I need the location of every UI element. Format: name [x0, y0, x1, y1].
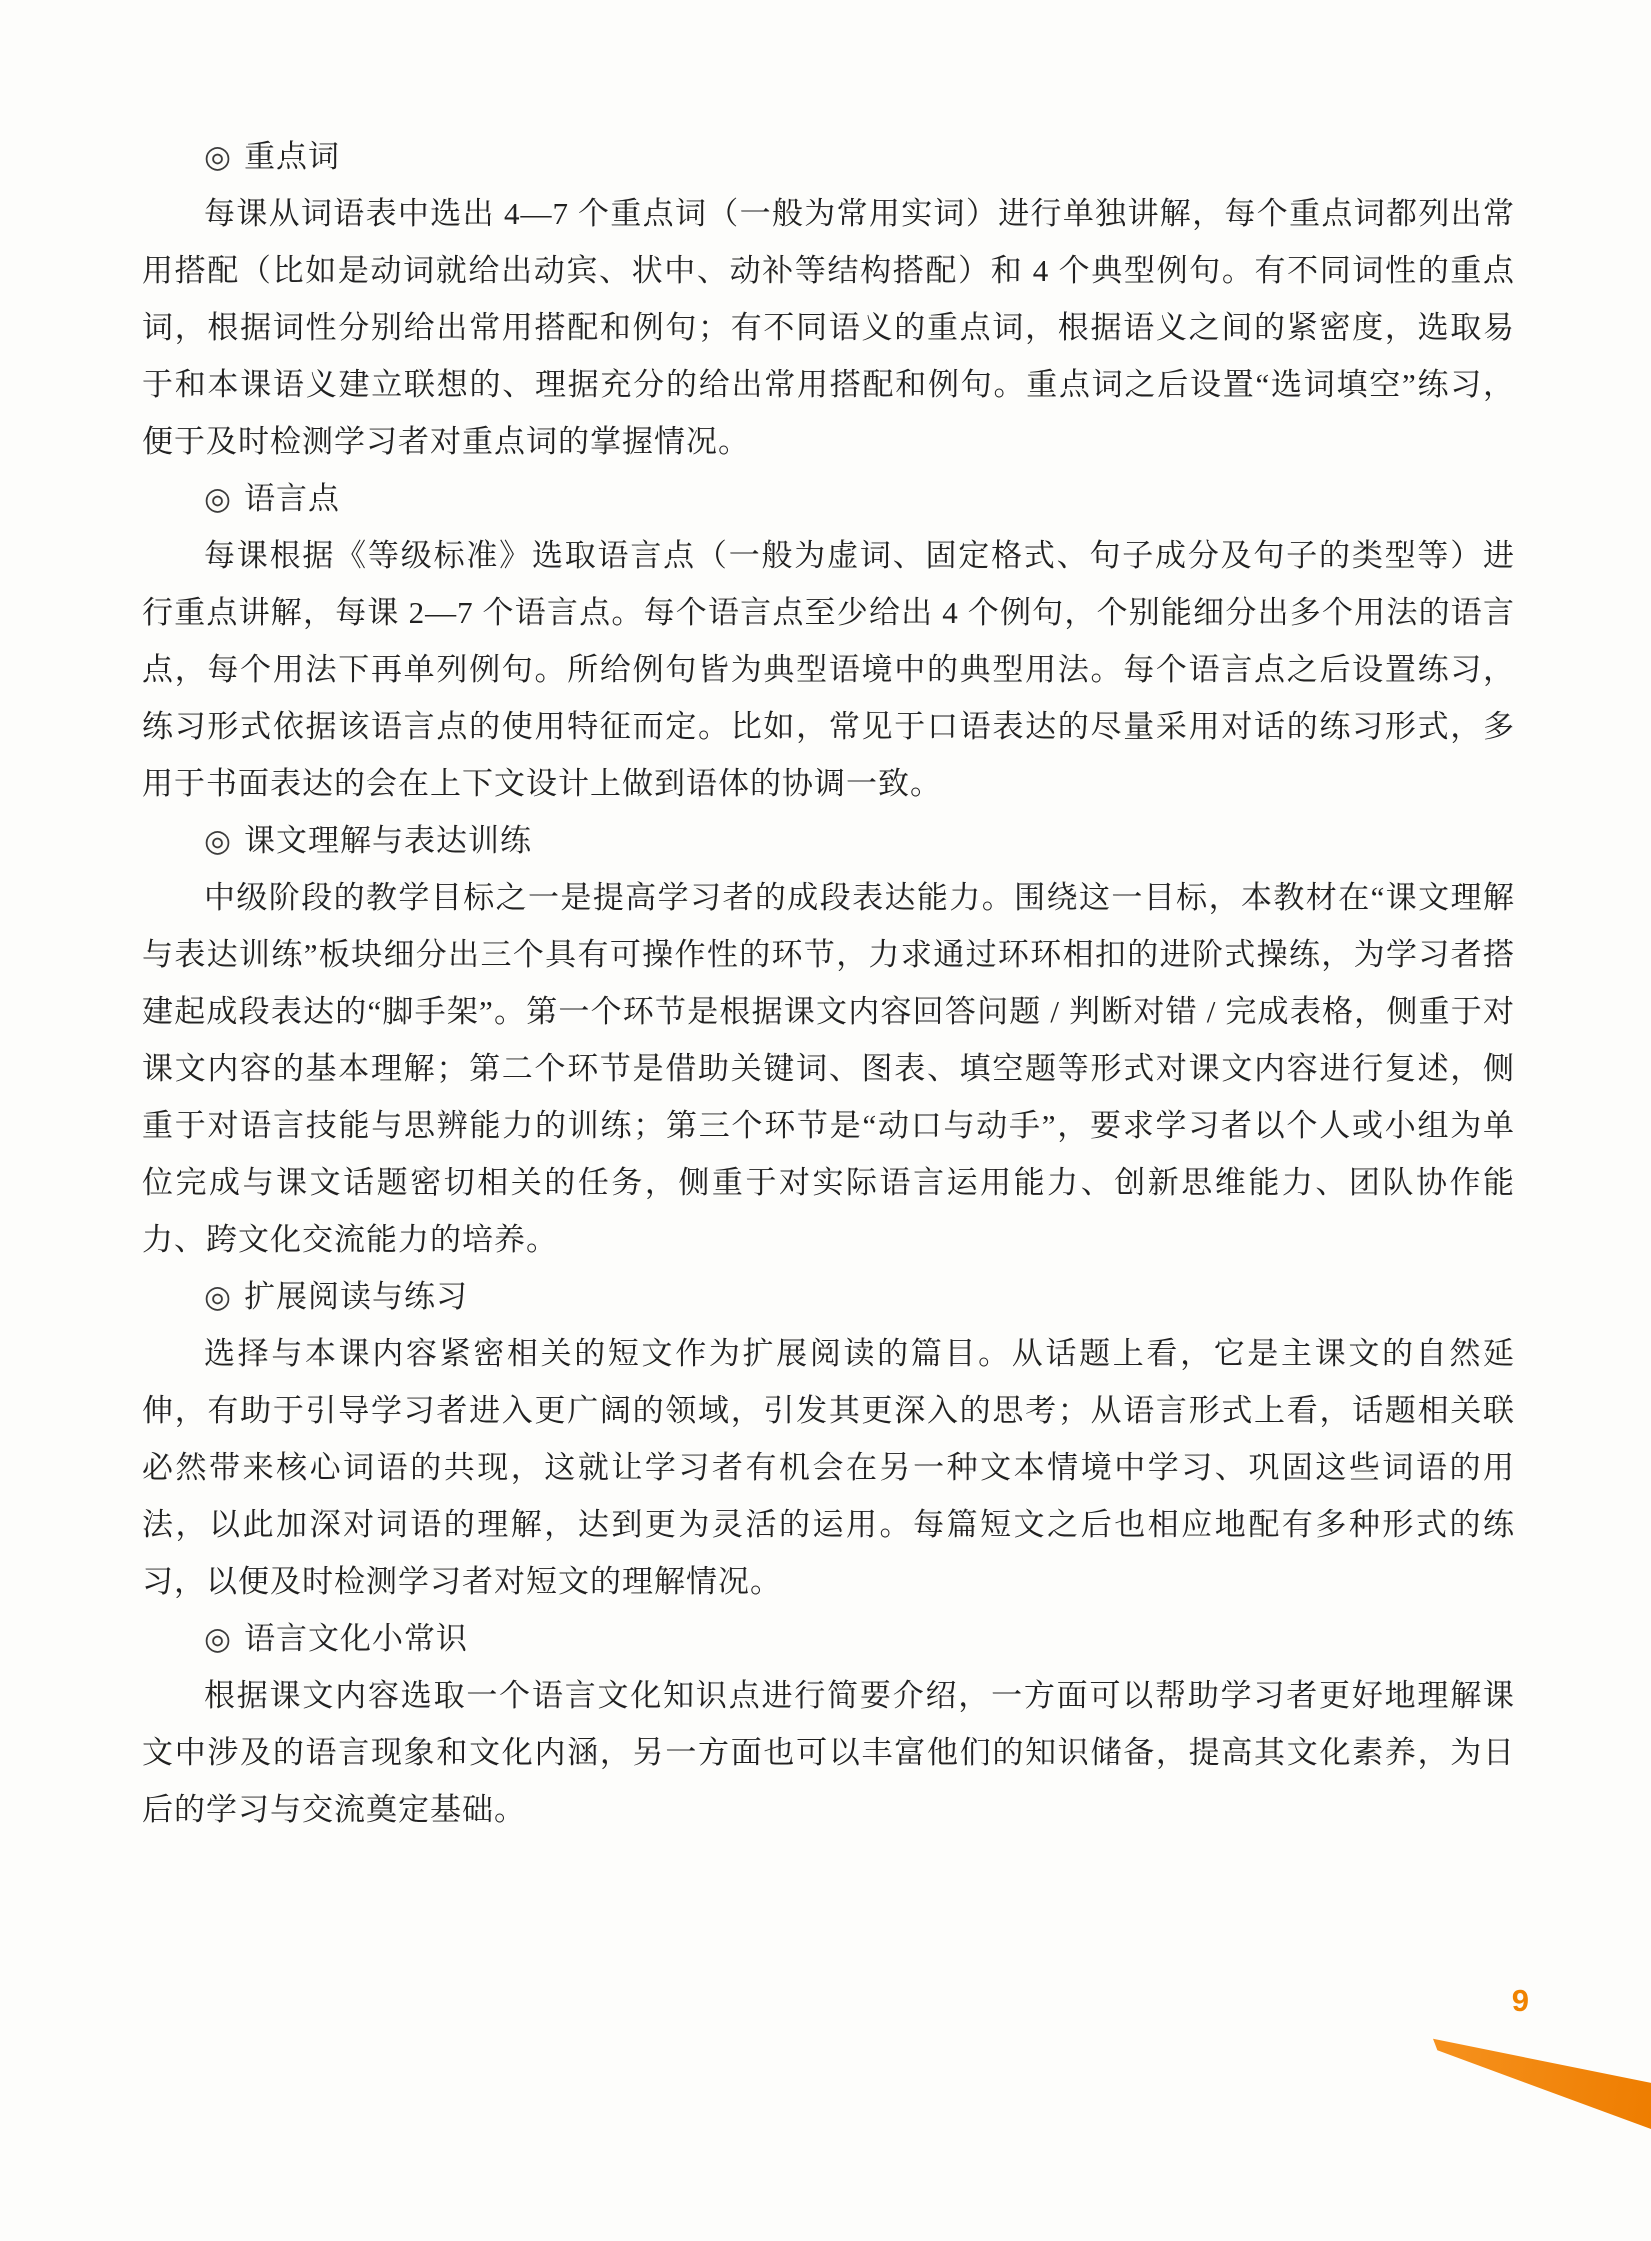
- section-heading: [142, 812, 1515, 869]
- section-title: 语言点: [244, 481, 341, 516]
- section-body: 根据课文内容选取一个语言文化知识点进行简要介绍，一方面可以帮助学习者更好地理解课文中涉及的语言现象和文化内涵，另一方面也可以丰富他们的知识储备，提高其文化素养，为日后的学习与交流奠定基础。: [142, 1678, 1515, 1827]
- section-bullet-icon: ◎: [204, 139, 233, 174]
- section-bullet-icon: ◎: [204, 1621, 233, 1656]
- section-body: 中级阶段的教学目标之一是提高学习者的成段表达能力。围绕这一目标，本教材在“课文理解与表达训练”板块细分出三个具有可操作性的环节，力求通过环环相扣的进阶式操练，为学习者搭建起成段表达的“脚手架”。第一个环节是根据课文内容回答问题 / 判断对错 / 完成表格，侧重于对课文内容的基本理解；第二个环节是借助关键词、图表、填空题等形式对课文内容进行复述，侧重于对语言技能与思辨能力的训练；第三个环节是“动口与动手”，要求学习者以个人或小组为单位完成与课文话题密切相关的任务，侧重于对实际语言运用能力、创新思维能力、团队协作能力、跨文化交流能力的培养。: [142, 880, 1515, 1257]
- section-bullet-icon: ◎: [204, 1279, 233, 1314]
- section-bullet-icon: ◎: [204, 481, 233, 516]
- section-title: 扩展阅读与练习: [244, 1279, 469, 1314]
- page-number: 9: [1511, 1983, 1529, 2018]
- section-text-comprehension-training: [142, 812, 1515, 1268]
- section-heading: [142, 470, 1515, 527]
- corner-ribbon-decoration: [1433, 2033, 1651, 2129]
- section-culture-notes: [142, 1610, 1515, 1838]
- section-key-words: [142, 128, 1515, 470]
- section-heading: [142, 1610, 1515, 1667]
- page-content: [142, 128, 1515, 1838]
- section-heading: [142, 1268, 1515, 1325]
- section-bullet-icon: ◎: [204, 823, 233, 858]
- section-extended-reading: [142, 1268, 1515, 1610]
- section-heading: [142, 128, 1515, 185]
- section-body: 每课根据《等级标准》选取语言点（一般为虚词、固定格式、句子成分及句子的类型等）进行重点讲解，每课 2—7 个语言点。每个语言点至少给出 4 个例句，个别能细分出多个用法的语言点，每个用法下再单列例句。所给例句皆为典型语境中的典型用法。每个语言点之后设置练习，练习形式依据该语言点的使用特征而定。比如，常见于口语表达的尽量采用对话的练习形式，多用于书面表达的会在上下文设计上做到语体的协调一致。: [142, 538, 1515, 801]
- section-language-points: [142, 470, 1515, 812]
- section-title: 课文理解与表达训练: [244, 823, 533, 858]
- section-title: 语言文化小常识: [244, 1621, 469, 1656]
- section-title: 重点词: [244, 139, 341, 174]
- section-body: 选择与本课内容紧密相关的短文作为扩展阅读的篇目。从话题上看，它是主课文的自然延伸，有助于引导学习者进入更广阔的领域，引发其更深入的思考；从语言形式上看，话题相关联必然带来核心词语的共现，这就让学习者有机会在另一种文本情境中学习、巩固这些词语的用法，以此加深对词语的理解，达到更为灵活的运用。每篇短文之后也相应地配有多种形式的练习，以便及时检测学习者对短文的理解情况。: [142, 1336, 1515, 1599]
- section-body: 每课从词语表中选出 4—7 个重点词（一般为常用实词）进行单独讲解，每个重点词都列出常用搭配（比如是动词就给出动宾、状中、动补等结构搭配）和 4 个典型例句。有不同词性的重点词，根据词性分别给出常用搭配和例句；有不同语义的重点词，根据语义之间的紧密度，选取易于和本课语义建立联想的、理据充分的给出常用搭配和例句。重点词之后设置“选词填空”练习，便于及时检测学习者对重点词的掌握情况。: [142, 196, 1515, 459]
